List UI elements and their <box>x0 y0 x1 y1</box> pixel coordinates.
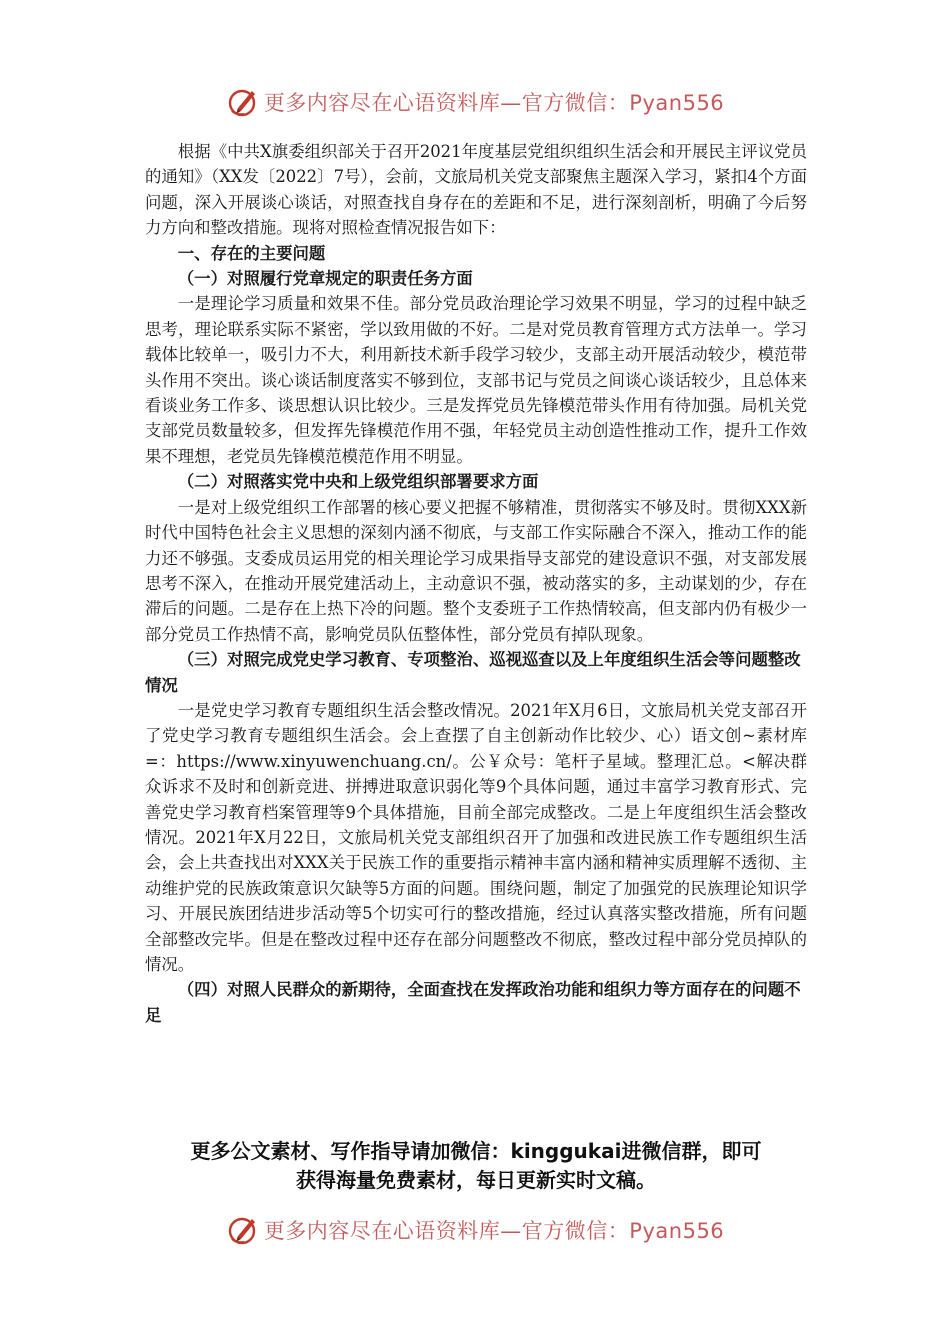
header-banner <box>0 84 950 120</box>
subsection-4-heading: （四）对照人民群众的新期待，全面查找在发挥政治功能和组织力等方面存在的问题不足 <box>145 980 801 1025</box>
pen-circle-logo-icon <box>226 1213 260 1247</box>
subsection-2-paragraph: 一是对上级党组织工作部署的核心要义把握不够精准，贯彻落实不够及时。贯彻XXX新时代中国特色社会主义思想的深刻内涵不彻底，与支部工作实际融合不深入，推动工作的能力还不够强。支委成员运用党的相关理论学习成果指导支部党的建设意识不强，对支部发展思考不深入，在推动开展党建活动上，主动意识不强，被动落实的多，主动谋划的少，存在滞后的问题。二是存在上热下冷的问题。整个支委班子工作热情较高，但支部内仍有极少一部分党员工作热情不高，影响党员队伍整体性，部分党员有掉队现象。 <box>145 497 807 644</box>
header-banner-text: 更多内容尽在心语资料库—官方微信：Pyan556 <box>263 91 725 115</box>
document-body <box>145 139 807 1028</box>
intro-paragraph: 根据《中共X旗委组织部关于召开2021年度基层党组织组织生活会和开展民主评议党员的通知》（XX发〔2022〕7号），会前，文旅局机关党支部聚焦主题深入学习，紧扣4个方面问题，深入开展谈心谈话，对照查找自身存在的差距和不足，进行深刻剖析，明确了今后努力方向和整改措施。现将对照检查情况报告如下： <box>145 142 807 238</box>
footer-banner-text: 更多内容尽在心语资料库—官方微信：Pyan556 <box>263 1219 725 1243</box>
subsection-3-heading: （三）对照完成党史学习教育、专项整治、巡视巡查以及上年度组织生活会等问题整改情况 <box>145 650 801 695</box>
promo-notice <box>145 1137 807 1195</box>
subsection-1-heading: （一）对照履行党章规定的职责任务方面 <box>177 269 473 289</box>
promo-line-2: 获得海量免费素材，每日更新实时文稿。 <box>296 1168 656 1192</box>
footer-banner <box>0 1212 950 1248</box>
promo-line-1: 更多公文素材、写作指导请加微信：kinggukai进微信群，即可 <box>190 1139 762 1163</box>
section-1-heading: 一、存在的主要问题 <box>177 243 326 263</box>
pen-circle-logo-icon <box>226 85 260 119</box>
subsection-3-paragraph: 一是党史学习教育专题组织生活会整改情况。2021年X月6日，文旅局机关党支部召开了党史学习教育专题组织生活会。会上查摆了自主创新动作比较少、心）语文创~素材库=：https://www.xinyuwenchuang.cn/。公￥众号：笔杆子星域。整理汇总。<解决群众诉求不及时和创新竞进、拼搏进取意识弱化等9个具体问题，通过丰富学习教育形式、完善党史学习教育档案管理等9个具体措施，目前全部完成整改。二是上年度组织生活会整改情况。2021年X月22日，文旅局机关党支部组织召开了加强和改进民族工作专题组织生活会，会上共查找出对XXX关于民族工作的重要指示精神丰富内涵和精神实质理解不透彻、主动维护党的民族政策意识欠缺等5方面的问题。围绕问题，制定了加强党的民族理论知识学习、开展民族团结进步活动等5个切实可行的整改措施，经过认真落实整改措施，所有问题全部整改完毕。但是在整改过程中还存在部分问题整改不彻底，整改过程中部分党员掉队的情况。 <box>145 700 807 974</box>
subsection-2-heading: （二）对照落实党中央和上级党组织部署要求方面 <box>177 472 539 492</box>
subsection-1-paragraph: 一是理论学习质量和效果不佳。部分党员政治理论学习效果不明显，学习的过程中缺乏思考，理论联系实际不紧密，学以致用做的不好。二是对党员教育管理方式方法单一。学习载体比较单一，吸引力不大，利用新技术新手段学习较少，支部主动开展活动较少，模范带头作用不突出。谈心谈话制度落实不够到位，支部书记与党员之间谈心谈话较少，且总体来看谈业务工作多、谈思想认识比较少。三是发挥党员先锋模范带头作用有待加强。局机关党支部党员数量较多，但发挥先锋模范作用不强，年轻党员主动创造性推动工作，提升工作效果不理想，老党员先锋模范模范作用不明显。 <box>145 294 807 466</box>
